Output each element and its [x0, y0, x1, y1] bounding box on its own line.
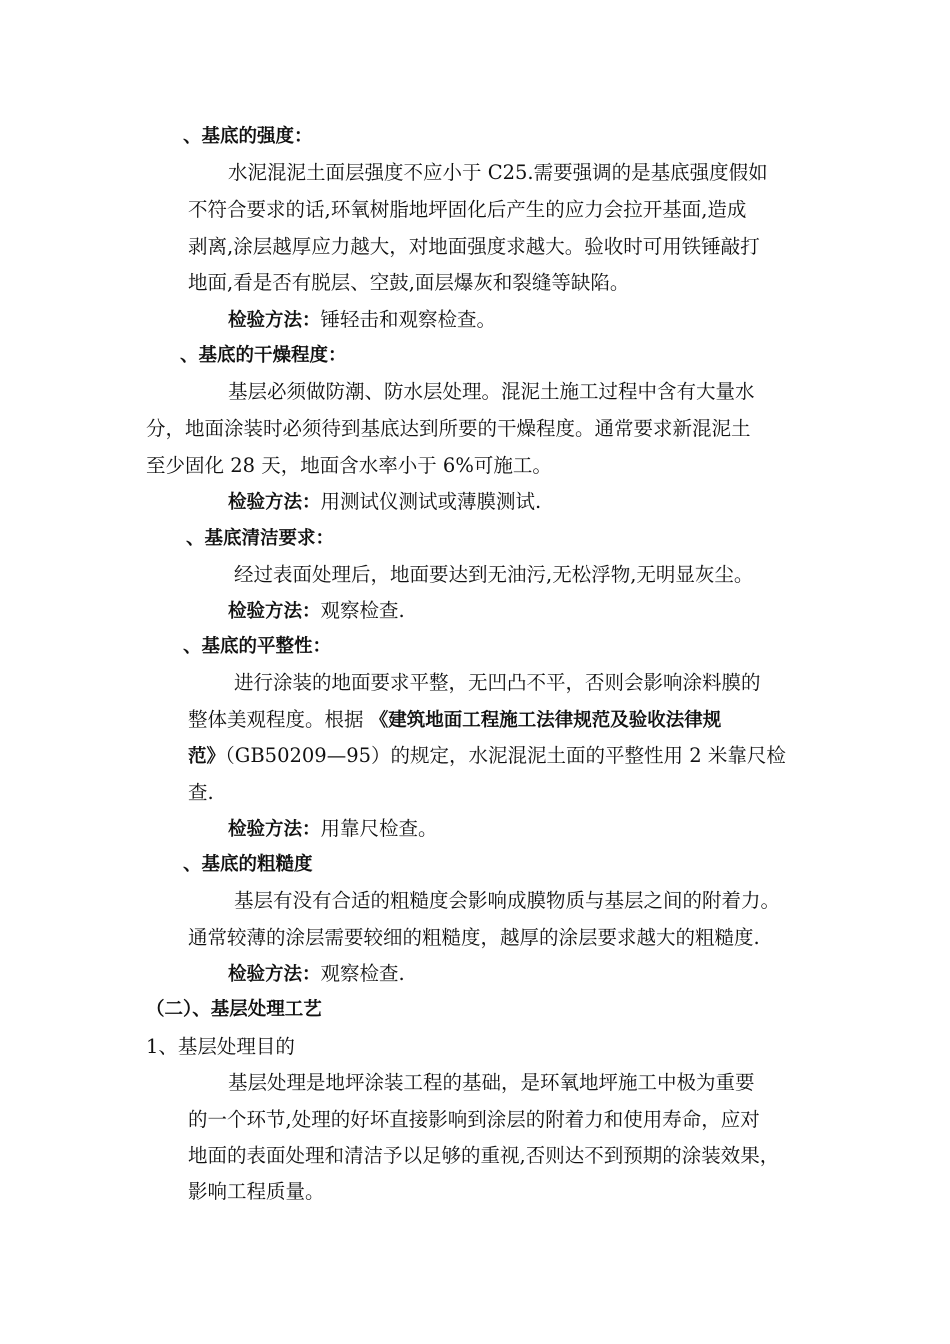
paragraph-line: 剥离,涂层越厚应力越大，对地面强度求越大。验收时可用铁锤敲打: [188, 235, 760, 258]
section-heading: （二）、基层处理工艺: [146, 999, 322, 1020]
subsection-heading: 1、基层处理目的: [146, 1035, 295, 1058]
inspection-method-label: 检验方法：: [228, 492, 321, 513]
paragraph-line: 地面,看是否有脱层、空鼓,面层爆灰和裂缝等缺陷。: [188, 271, 630, 294]
inspection-method: [228, 307, 496, 334]
inspection-method: [228, 816, 438, 843]
paragraph-line: 查.: [188, 781, 214, 804]
paragraph-text: 整体美观程度。根据: [188, 708, 370, 731]
inspection-method: [228, 489, 541, 516]
heading-substrate-roughness: 、基底的粗糙度: [183, 854, 313, 875]
inspection-method-text: 用测试仪测试或薄膜测试.: [320, 490, 542, 513]
paragraph-line: 的一个环节,处理的好坏直接影响到涂层的附着力和使用寿命，应对: [188, 1108, 760, 1131]
inspection-method: [228, 961, 405, 988]
paragraph-line: [188, 743, 786, 770]
paragraph-line: 至少固化 28 天，地面含水率小于 6%可施工。: [146, 454, 552, 477]
inspection-method-text: 锤轻击和观察检查。: [320, 308, 497, 331]
inspection-method-label: 检验方法：: [228, 819, 321, 840]
paragraph-line: 进行涂装的地面要求平整，无凹凸不平，否则会影响涂料膜的: [234, 671, 761, 694]
inspection-method-label: 检验方法：: [228, 310, 321, 331]
paragraph-line: 分，地面涂装时必须待到基底达到所要的干燥程度。通常要求新混泥土: [146, 417, 751, 440]
heading-substrate-strength: 、基底的强度：: [183, 126, 313, 147]
paragraph-line: 水泥混泥土面层强度不应小于 C25.需要强调的是基底强度假如: [228, 161, 768, 184]
inspection-method-text: 观察检查.: [320, 962, 405, 985]
inspection-method-text: 用靠尺检查。: [320, 817, 438, 840]
standard-title-end: 范》: [188, 746, 226, 767]
inspection-method-text: 观察检查.: [320, 599, 405, 622]
heading-substrate-cleanliness: 、基底清洁要求：: [186, 528, 335, 549]
heading-substrate-dryness: 、基底的干燥程度：: [180, 345, 347, 366]
paragraph-line: 地面的表面处理和清洁予以足够的重视,否则达不到预期的涂装效果，: [188, 1144, 780, 1167]
inspection-method: [228, 598, 405, 625]
inspection-method-label: 检验方法：: [228, 964, 321, 985]
paragraph-line: 不符合要求的话,环氧树脂地坪固化后产生的应力会拉开基面,造成: [188, 198, 747, 221]
standard-title: 《建筑地面工程施工法律规范及验收法律规: [369, 710, 722, 731]
heading-substrate-flatness: 、基底的平整性：: [183, 636, 332, 657]
paragraph-line: [188, 707, 721, 734]
paragraph-text: （GB50209—95）的规定，水泥混泥土面的平整性用 2 米靠尺检: [225, 744, 786, 767]
paragraph-line: 通常较薄的涂层需要较细的粗糙度，越厚的涂层要求越大的粗糙度.: [188, 926, 760, 949]
paragraph-line: 影响工程质量。: [188, 1180, 325, 1203]
paragraph-line: 基层有没有合适的粗糙度会影响成膜物质与基层之间的附着力。: [234, 889, 781, 912]
paragraph-line: 基层必须做防潮、防水层处理。混泥土施工过程中含有大量水: [228, 380, 755, 403]
inspection-method-label: 检验方法：: [228, 601, 321, 622]
paragraph-line: 经过表面处理后，地面要达到无油污,无松浮物,无明显灰尘。: [234, 563, 754, 586]
paragraph-line: 基层处理是地坪涂装工程的基础，是环氧地坪施工中极为重要: [228, 1071, 755, 1094]
